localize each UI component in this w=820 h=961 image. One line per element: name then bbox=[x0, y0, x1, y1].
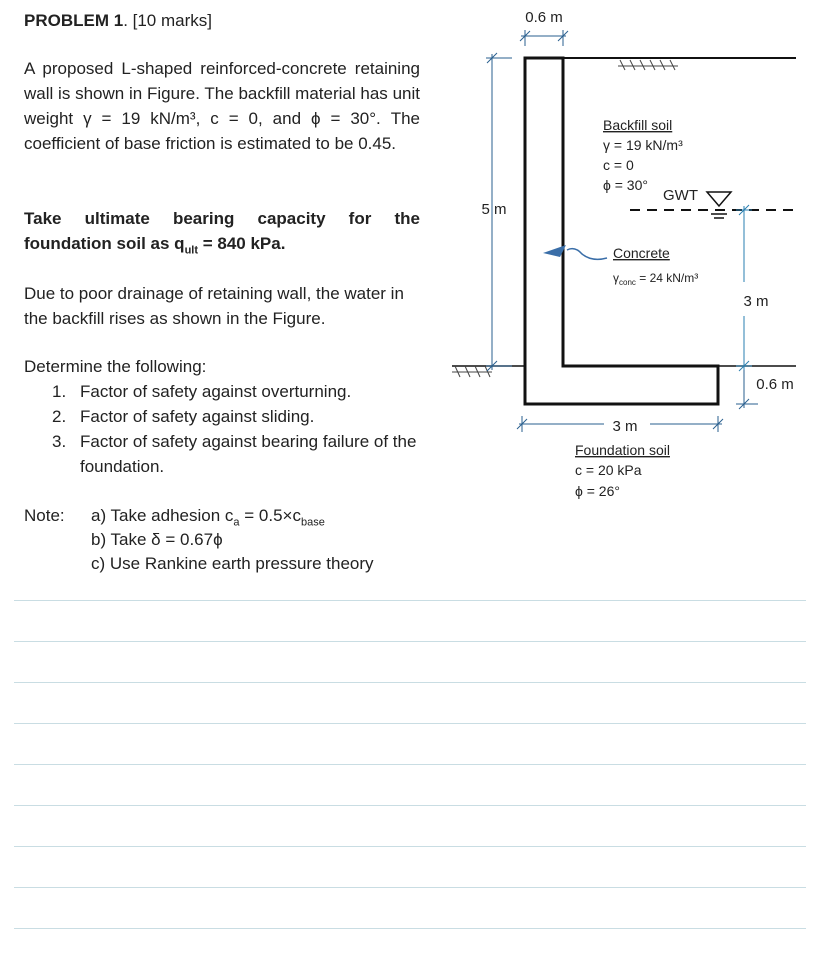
dim-water-height-label: 3 m bbox=[743, 293, 769, 310]
gwt-symbol bbox=[707, 192, 731, 218]
determine-label: Determine the following: bbox=[24, 357, 207, 376]
task-number: 2. bbox=[52, 407, 67, 426]
ruled-line bbox=[14, 805, 806, 806]
bearing-capacity-value: = 840 kPa. bbox=[198, 234, 286, 253]
gwt-label: GWT bbox=[663, 187, 698, 204]
dim-base-length-label: 3 m bbox=[612, 418, 638, 435]
note-a-sub1: a bbox=[233, 516, 240, 529]
task-text: Factor of safety against overturning. bbox=[80, 382, 352, 401]
ruled-line bbox=[14, 723, 806, 724]
concrete-gamma-sub: conc bbox=[619, 278, 636, 287]
ruled-line bbox=[14, 682, 806, 683]
task-text: Factor of safety against bearing failure of the foundation. bbox=[80, 432, 417, 476]
ruled-line bbox=[14, 928, 806, 929]
dim-base-thickness-label: 0.6 m bbox=[756, 376, 794, 393]
wall-outline bbox=[525, 58, 718, 404]
ruled-line bbox=[14, 764, 806, 765]
backfill-gamma: γ = 19 kN/m³ bbox=[603, 137, 683, 153]
dim-stem-width bbox=[520, 30, 568, 46]
note-c: c) Use Rankine earth pressure theory bbox=[91, 554, 374, 573]
dim-base-thickness bbox=[736, 370, 758, 409]
foundation-phi: ϕ = 26° bbox=[575, 483, 620, 499]
dim-stem-width-label: 0.6 m bbox=[525, 9, 563, 26]
dim-wall-height-label: 5 m bbox=[481, 201, 507, 218]
ruled-line bbox=[14, 600, 806, 601]
note-b: b) Take δ = 0.67ϕ bbox=[91, 530, 223, 549]
task-text: Factor of safety against sliding. bbox=[80, 407, 315, 426]
problem-marks: . [10 marks] bbox=[123, 11, 212, 30]
problem-description: A proposed L-shaped reinforced-concrete retaining wall is shown in Figure. The backfill material has unit weight γ = 19 kN/m³, c = 0, and ϕ = 30°. The coefficient of base friction is estimated to be 0.45. bbox=[24, 59, 420, 153]
concrete-pointer bbox=[543, 245, 607, 259]
ruled-line bbox=[14, 887, 806, 888]
backfill-c: c = 0 bbox=[603, 157, 634, 173]
dim-water-height bbox=[736, 205, 752, 371]
concrete-title: Concrete bbox=[613, 245, 670, 261]
concrete-gamma-value: = 24 kN/m³ bbox=[635, 271, 699, 285]
task-number: 1. bbox=[52, 382, 67, 401]
foundation-c: c = 20 kPa bbox=[575, 462, 642, 478]
backfill-phi: ϕ = 30° bbox=[603, 177, 648, 193]
concrete-gamma bbox=[613, 271, 698, 287]
note-a-sub2: base bbox=[300, 516, 325, 529]
bearing-capacity-text: Take ultimate bearing capacity for the foundation soil as q bbox=[24, 209, 420, 253]
note-label: Note: bbox=[24, 506, 65, 525]
qult-subscript: ult bbox=[184, 244, 199, 257]
ground-hatch-top bbox=[618, 60, 678, 70]
problem-number: PROBLEM 1 bbox=[24, 11, 124, 30]
note-a-mid: = 0.5×c bbox=[239, 506, 301, 525]
ground-hatch-toe bbox=[452, 366, 492, 377]
concrete-gamma-symbol: γ bbox=[613, 271, 619, 285]
foundation-title: Foundation soil bbox=[575, 442, 670, 458]
ruled-line bbox=[14, 641, 806, 642]
note-a-text: a) Take adhesion c bbox=[91, 506, 234, 525]
ruled-line bbox=[14, 846, 806, 847]
drainage-statement: Due to poor drainage of retaining wall, the water in the backfill rises as shown in the Figure. bbox=[24, 284, 404, 328]
backfill-title: Backfill soil bbox=[603, 117, 673, 133]
task-number: 3. bbox=[52, 432, 67, 451]
